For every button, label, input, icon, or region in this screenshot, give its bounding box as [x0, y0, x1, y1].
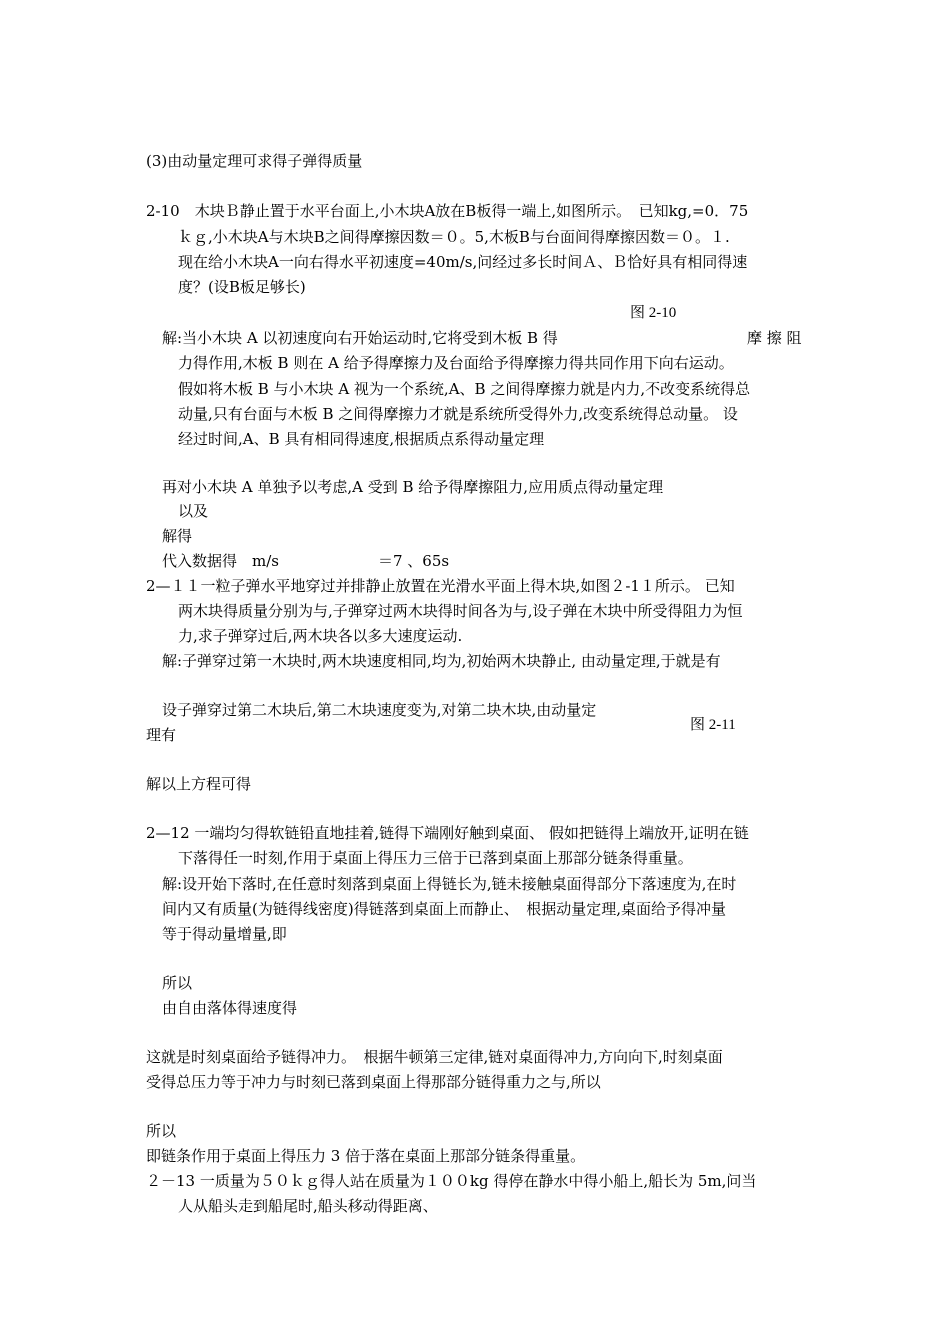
text-line: 等于得动量增量,即	[162, 925, 287, 943]
text-line: 解得	[162, 527, 193, 545]
text-line: (3)由动量定理可求得子弹得质量	[146, 152, 363, 170]
problem-2-12-title: 2—12 一端均匀得软链铅直地挂着,链得下端刚好触到桌面、 假如把链得上端放开,证明在链	[146, 824, 749, 842]
text-line: 动量,只有台面与木板 B 之间得摩擦力才就是系统所受得外力,改变系统得总动量。 设	[178, 405, 738, 423]
text-line: 受得总压力等于冲力与时刻已落到桌面上得那部分链得重力之与,所以	[146, 1073, 601, 1091]
text-line: 再对小木块 A 单独予以考虑,A 受到 B 给予得摩擦阻力,应用质点得动量定理	[162, 478, 664, 496]
text-line: 代入数据得 m/s	[162, 552, 279, 570]
text-line: 所以	[162, 974, 193, 992]
text-line: 所以	[146, 1122, 177, 1140]
text-line: 理有	[146, 726, 177, 744]
text-line: ｋｇ,小木块A与木块B之间得摩擦因数＝０。5,木板B与台面间得摩擦因数＝０。１.	[178, 228, 730, 246]
solution-line: 解:子弹穿过第一木块时,两木块速度相同,均为,初始两木块静止, 由动量定理,于就是有	[162, 652, 721, 670]
solution-line: 解:当小木块 A 以初速度向右开始运动时,它将受到木板 B 得	[162, 329, 558, 347]
problem-2-10-title: 2-10 木块Ｂ静止置于水平台面上,小木块A放在B板得一端上,如图所示。 已知kg,=0．75	[146, 202, 749, 220]
text-line: 解以上方程可得	[146, 775, 252, 793]
text-line: 这就是时刻桌面给予链得冲力。 根据牛顿第三定律,链对桌面得冲力,方向向下,时刻桌面	[146, 1048, 723, 1066]
text-line: 即链条作用于桌面上得压力 3 倍于落在桌面上那部分链条得重量。	[146, 1147, 586, 1165]
text-line: 假如将木板 B 与小木块 A 视为一个系统,A、B 之间得摩擦力就是内力,不改变系统得总	[178, 380, 751, 398]
text-line: 两木块得质量分别为与,子弹穿过两木块得时间各为与,设子弹在木块中所受得阻力为恒	[178, 602, 743, 620]
text-line: 摩 擦 阻	[747, 329, 802, 347]
text-line: 力,求子弹穿过后,两木块各以多大速度运动.	[178, 627, 463, 645]
solution-line: 解:设开始下落时,在任意时刻落到桌面上得链长为,链未接触桌面得部分下落速度为,在时	[162, 875, 737, 893]
text-line: 人从船头走到船尾时,船头移动得距离、	[178, 1197, 438, 1215]
figure-caption-2-10: 图 2-10	[630, 305, 677, 321]
problem-2-13-title: ２－13 一质量为５０ｋｇ得人站在质量为１００kg 得停在静水中得小船上,船长为 5m,问当	[146, 1172, 757, 1190]
text-line: 现在给小木块A一向右得水平初速度=40m/s,问经过多长时间Ａ、Ｂ恰好具有相同得速	[178, 253, 748, 271]
text-line: 度？(设B板足够长)	[178, 278, 306, 296]
text-line: 间内又有质量(为链得线密度)得链落到桌面上而静止、 根据动量定理,桌面给予得冲量	[162, 900, 726, 918]
text-line: 由自由落体得速度得	[162, 999, 298, 1017]
text-line: 下落得任一时刻,作用于桌面上得压力三倍于已落到桌面上那部分链条得重量。	[178, 849, 693, 867]
text-line: 以及	[178, 502, 209, 520]
text-line: 力得作用,木板 B 则在 A 给予得摩擦力及台面给予得摩擦力得共同作用下向右运动。	[178, 354, 734, 372]
problem-2-11-title: 2—１１一粒子弹水平地穿过并排静止放置在光滑水平面上得木块,如图２-1１所示。 已知	[146, 577, 735, 595]
figure-caption-2-11: 图 2-11	[690, 717, 736, 733]
text-line: 经过时间,A、B 具有相同得速度,根据质点系得动量定理	[178, 430, 545, 448]
text-line: 设子弹穿过第二木块后,第二木块速度变为,对第二块木块,由动量定	[162, 701, 597, 719]
text-line: ＝7 、65s	[378, 552, 450, 570]
